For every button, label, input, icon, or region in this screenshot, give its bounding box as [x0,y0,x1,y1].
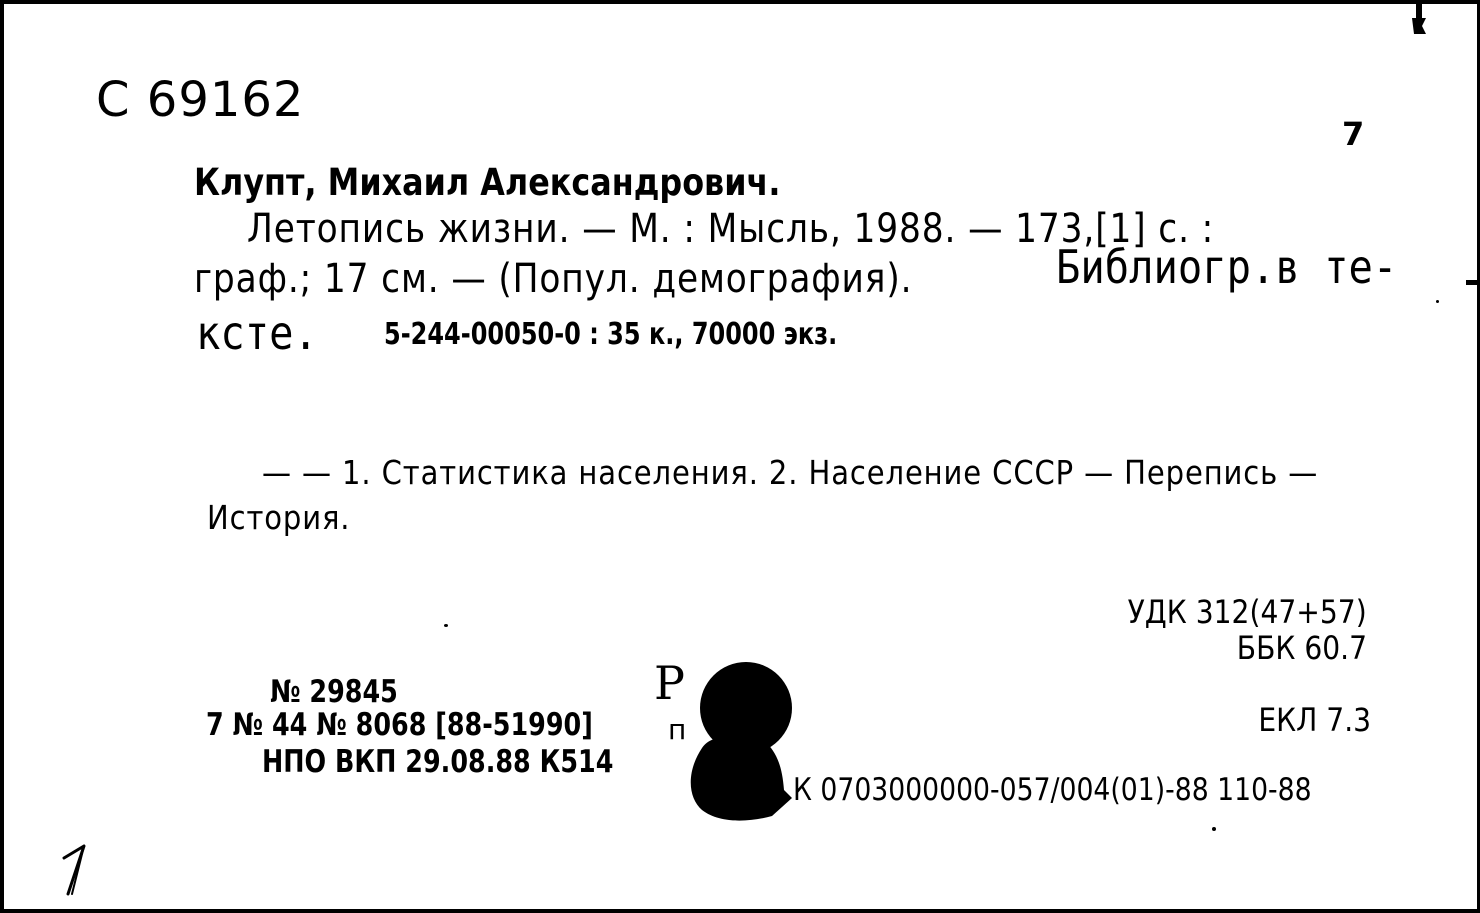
small-n-mark: п [668,713,687,746]
call-number: С 69162 [96,72,305,128]
bbk-code: ББК 60.7 [1236,629,1367,667]
card-number: 7 [1342,115,1365,153]
corner-ink-mark [1408,4,1432,38]
subject-headings-continued: История. [207,498,351,537]
author-heading: Клупт, Михаил Александрович. [194,161,781,204]
hyphen-mark [1466,280,1480,285]
isbn-price-line: 5-244-00050-0 : 35 к., 70000 экз. [384,317,838,352]
typed-bibliography-note-part2: ксте. [196,306,318,360]
ink-blot [680,660,798,824]
udk-code: УДК 312(47+57) [1127,593,1367,631]
registration-number: № 29845 [270,674,398,710]
title-statement: Летопись жизни. — М. : Мысль, 1988. — 173,[1] с. : [247,206,1215,252]
handwritten-one-mark [58,842,98,898]
handwritten-p-mark: Р [654,656,685,710]
ekl-code: ЕКЛ 7.3 [1258,701,1371,739]
subject-headings: — — 1. Статистика населения. 2. Население СССР — Перепись — [262,453,1319,492]
typed-bibliography-note-part1: Библиогр.в те- [1056,240,1398,294]
physical-description: граф.; 17 см. — (Попул. демография). [194,256,913,302]
publisher-code: К 0703000000-057/004(01)-88 110-88 [793,772,1312,808]
order-number: 7 № 44 № 8068 [88-51990] [206,707,593,743]
printing-info: НПО ВКП 29.08.88 К514 [262,744,614,780]
